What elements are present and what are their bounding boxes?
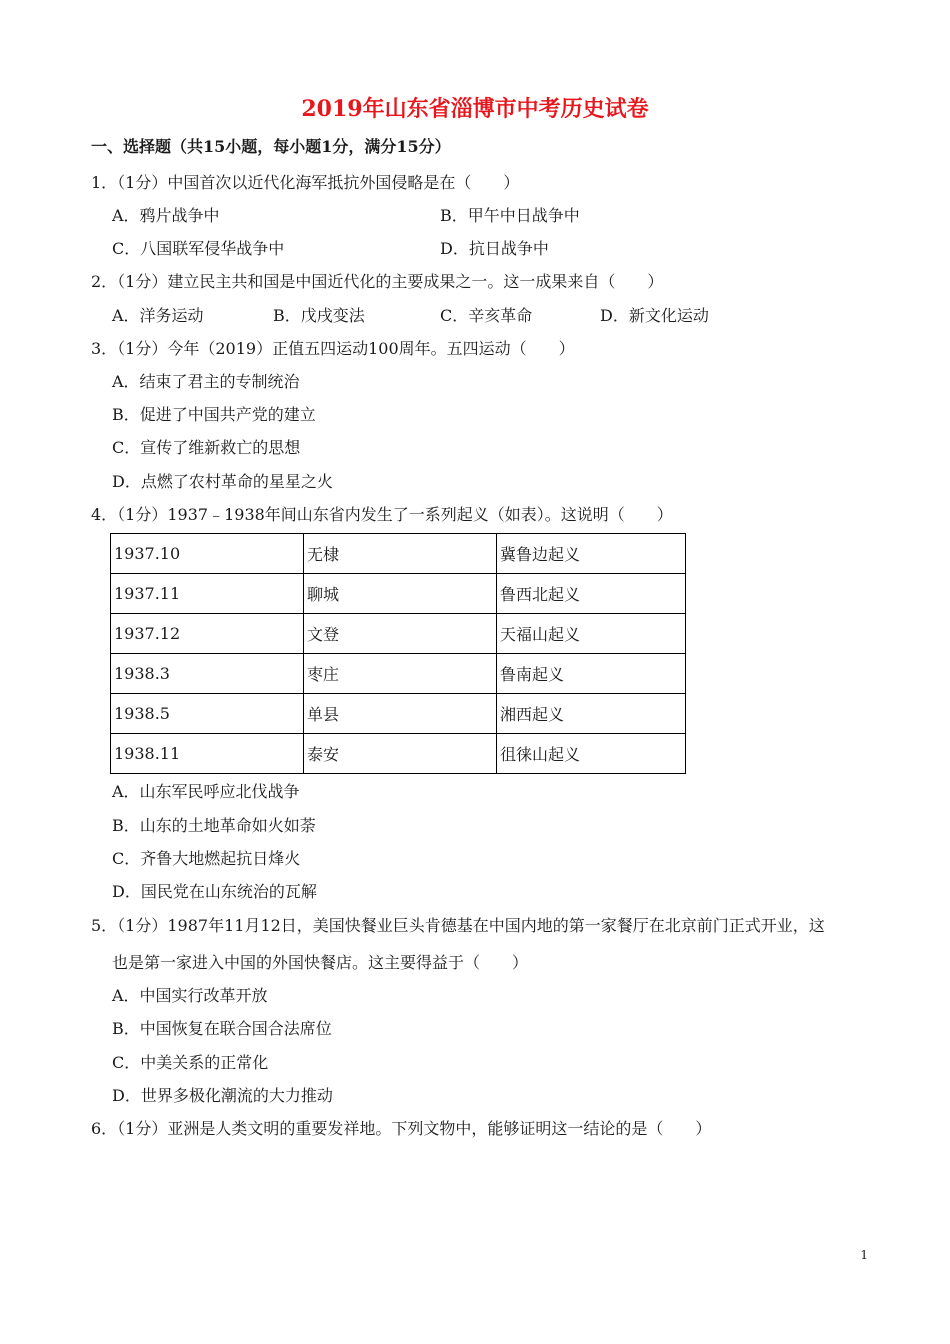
question-1-option-b: B．甲午中日战争中 [440, 206, 580, 225]
question-1-stem: 1．（1分）中国首次以近代化海军抵抗外国侵略是在（ ） [91, 173, 520, 192]
table-cell-place: 聊城 [304, 574, 497, 614]
table-row [111, 654, 686, 694]
table-cell-place: 单县 [304, 694, 497, 734]
question-4-option-d: D．国民党在山东统治的瓦解 [112, 882, 317, 901]
question-4-option-c: C．齐鲁大地燃起抗日烽火 [112, 849, 301, 868]
question-4-option-b: B．山东的土地革命如火如荼 [112, 816, 316, 835]
table-cell-event: 天福山起义 [497, 614, 686, 654]
table-row [111, 694, 686, 734]
table-cell-event: 湘西起义 [497, 694, 686, 734]
table-cell-date: 1937.12 [111, 614, 304, 654]
question-2-option-c: C．辛亥革命 [440, 306, 533, 325]
table-row [111, 734, 686, 774]
question-3-option-d: D．点燃了农村革命的星星之火 [112, 472, 333, 491]
uprising-table [110, 533, 686, 774]
question-1-option-a: A．鸦片战争中 [112, 206, 220, 225]
table-cell-place: 泰安 [304, 734, 497, 774]
page-number: 1 [860, 1248, 868, 1262]
table-cell-event: 徂徕山起义 [497, 734, 686, 774]
question-3-stem: 3．（1分）今年（2019）正值五四运动100周年。五四运动（ ） [91, 339, 575, 358]
question-3-option-a: A．结束了君主的专制统治 [112, 372, 300, 391]
table-cell-date: 1938.5 [111, 694, 304, 734]
question-3-option-b: B．促进了中国共产党的建立 [112, 405, 316, 424]
table-row [111, 574, 686, 614]
exam-title: 2019年山东省淄博市中考历史试卷 [301, 96, 649, 122]
question-5-stem-line-2: 也是第一家进入中国的外国快餐店。这主要得益于（ ） [112, 953, 529, 972]
question-4-option-a: A．山东军民呼应北伐战争 [112, 782, 300, 801]
table-row [111, 614, 686, 654]
table-cell-place: 枣庄 [304, 654, 497, 694]
question-5-option-c: C．中美关系的正常化 [112, 1053, 269, 1072]
table-row [111, 534, 686, 574]
table-cell-date: 1937.10 [111, 534, 304, 574]
question-2-stem: 2．（1分）建立民主共和国是中国近代化的主要成果之一。这一成果来自（ ） [91, 272, 664, 291]
question-5-option-b: B．中国恢复在联合国合法席位 [112, 1019, 332, 1038]
question-2-option-d: D．新文化运动 [600, 306, 709, 325]
section-heading: 一、选择题（共15小题，每小题1分，满分15分） [91, 137, 451, 156]
question-5-option-a: A．中国实行改革开放 [112, 986, 268, 1005]
table-cell-date: 1938.3 [111, 654, 304, 694]
question-5-stem-line-1: 5．（1分）1987年11月12日，美国快餐业巨头肯德基在中国内地的第一家餐厅在北京前门正式开业，这 [91, 916, 825, 935]
table-cell-event: 冀鲁边起义 [497, 534, 686, 574]
question-1-option-d: D．抗日战争中 [440, 239, 549, 258]
question-1-option-c: C．八国联军侵华战争中 [112, 239, 285, 258]
table-cell-event: 鲁南起义 [497, 654, 686, 694]
question-2-option-b: B．戊戌变法 [273, 306, 365, 325]
question-5-option-d: D．世界多极化潮流的大力推动 [112, 1086, 333, 1105]
question-2-option-a: A．洋务运动 [112, 306, 204, 325]
table-cell-place: 无棣 [304, 534, 497, 574]
question-6-stem: 6．（1分）亚洲是人类文明的重要发祥地。下列文物中，能够证明这一结论的是（ ） [91, 1119, 712, 1138]
question-4-stem: 4．（1分）1937﹣1938年间山东省内发生了一系列起义（如表）。这说明（ ） [91, 505, 673, 524]
table-cell-event: 鲁西北起义 [497, 574, 686, 614]
table-cell-date: 1937.11 [111, 574, 304, 614]
table-cell-place: 文登 [304, 614, 497, 654]
question-3-option-c: C．宣传了维新救亡的思想 [112, 438, 301, 457]
table-cell-date: 1938.11 [111, 734, 304, 774]
